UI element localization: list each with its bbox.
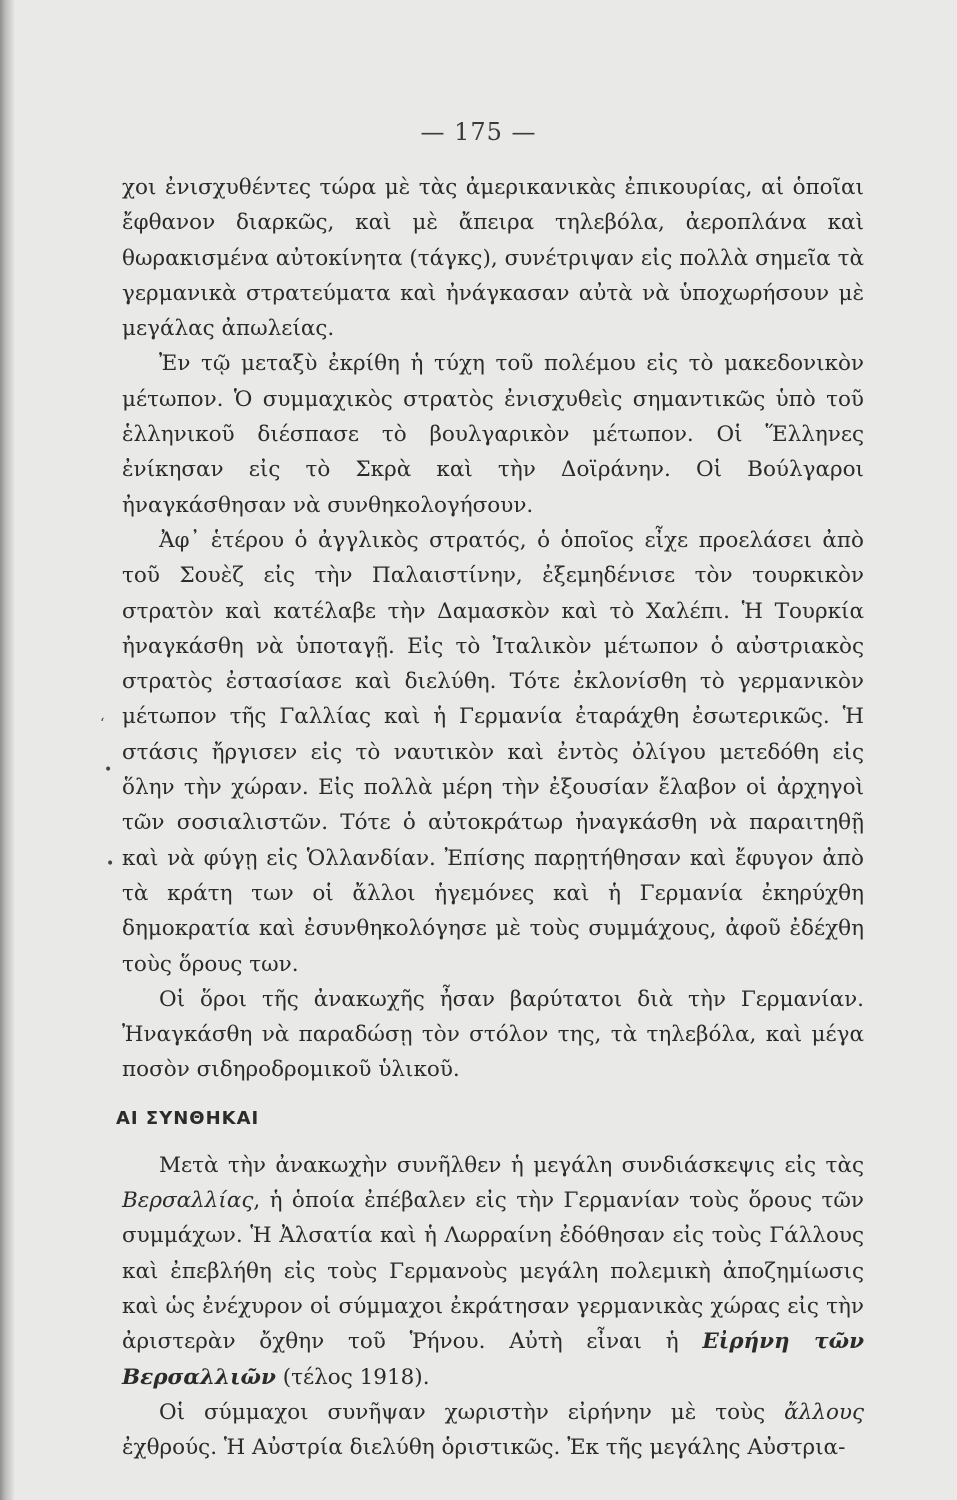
paragraph: χοι ἐνισχυθέντες τώρα μὲ τὰς ἀμερικανικὰς ἐπικουρίας, αἱ ὁποῖαι ἔφθανον διαρκῶς, καὶ μὲ ἄπειρα τηλεβόλα, ἀεροπλάνα καὶ θωρακισμένα αὐτοκίνητα (τάγκς), συνέτριψαν εἰς πολλὰ σημεῖα τὰ γερμανικὰ στρατεύματα καὶ ἠνάγκασαν αὐτὰ νὰ ὑποχωρήσουν μὲ μεγάλας ἀπωλείας. [122,175,864,342]
margin-mark: • [104,762,113,778]
margin-mark: • [106,856,115,872]
page-number: — 175 — [420,118,537,146]
emphasized-word: ἄλλους [784,1399,864,1425]
paragraph: Ἀφ᾽ ἑτέρου ὁ ἀγγλικὸς στρατός, ὁ ὁποῖος εἶχε προελάσει ἀπὸ τοῦ Σουὲζ εἰς τὴν Παλαιστίνην, ἐξεμηδένισε τὸν τουρκικὸν στρατὸν καὶ κατέλαβε τὴν Δαμασκὸν καὶ τὸ Χαλέπι. Ἡ Τουρκία ἠναγκάσθη νὰ ὑποταγῇ. Εἰς τὸ Ἰταλικὸν μέτωπον ὁ αὐστριακὸς στρατὸς ἐστασίασε καὶ διελύθη. Τότε ἐκλονίσθη τὸ γερμανικὸν μέτωπον τῆς Γαλλίας καὶ ἡ Γερμανία ἐταράχθη ἐσωτερικῶς. Ἡ στάσις ἤργισεν εἰς τὸ ναυτικὸν καὶ ἐντὸς ὀλίγου μετεδόθη εἰς ὅλην τὴν χώραν. Εἰς πολλὰ μέρη τὴν ἐξουσίαν ἔλαβον οἱ ἀρχηγοὶ τῶν σοσιαλιστῶν. Τότε ὁ αὐτοκράτωρ ἠναγκάσθη νὰ παραιτηθῇ καὶ νὰ φύγῃ εἰς Ὁλλανδίαν. Ἐπίσης παρῃτήθησαν καὶ ἔφυγον ἀπὸ τὰ κράτη των οἱ ἄλλοι ἡγεμόνες καὶ ἡ Γερμανία ἐκηρύχθη δημοκρατία καὶ ἐσυνθηκολόγησε μὲ τοὺς συμμάχους, ἀφοῦ ἐδέχθη τοὺς ὅρους των. [122,527,864,977]
section-heading: ΑΙ ΣΥΝΘΗΚΑΙ [116,1107,260,1129]
paragraph-text: ἐχθρούς. Ἡ Αὐστρία διελύθη ὁριστικῶς. Ἐκ τῆς μεγάλης Αὐστρια- [122,1435,846,1461]
paragraph-text: Οἱ σύμμαχοι συνῆψαν χωριστὴν εἰρήνην μὲ τοὺς [159,1399,785,1425]
paragraph: Ἐν τῷ μεταξὺ ἐκρίθη ἡ τύχη τοῦ πολέμου εἰς τὸ μακεδονικὸν μέτωπον. Ὁ συμμαχικὸς στρατὸς ἐνισχυθεὶς σημαντικῶς ὑπὸ τοῦ ἑλληνικοῦ διέσπασε τὸ βουλγαρικὸν μέτωπον. Οἱ Ἕλληνες ἐνίκησαν εἰς τὸ Σκρὰ καὶ τὴν Δοϊράνην. Οἱ Βούλγαροι ἠναγκάσθησαν νὰ συνθηκολογήσουν. [122,351,864,518]
emphasized-place-name: Βερσαλλίας [122,1188,254,1214]
page-left-edge [0,0,14,1500]
paragraph [122,1148,864,1395]
margin-mark: ʻ [100,716,105,732]
body-text [116,170,864,1465]
emphasized-treaty-name: Εἰρήνη τῶν Βερσαλλιῶν [122,1329,864,1390]
paragraph-text: , ἡ ὁποία ἐπέβαλεν εἰς τὴν Γερμανίαν τοὺς ὅρους τῶν συμμάχων. Ἡ Ἀλσατία καὶ ἡ Λωρραίνη ἐδόθησαν εἰς τοὺς Γάλλους καὶ ἐπεβλήθη εἰς τοὺς Γερμανοὺς μεγάλη πολεμικὴ ἀποζημίωσις καὶ ὡς ἐνέχυρον οἱ σύμμαχοι ἐκράτησαν γερμανικὰς χώρας εἰς τὴν ἀριστερὰν ὄχθην τοῦ Ῥήνου. Αὐτὴ εἶναι ἡ [122,1188,864,1355]
paragraph-text: Μετὰ τὴν ἀνακωχὴν συνῆλθεν ἡ μεγάλη συνδιάσκεψις εἰς τὰς [159,1152,864,1178]
paragraph: Οἱ ὅροι τῆς ἀνακωχῆς ἦσαν βαρύτατοι διὰ τὴν Γερμανίαν. Ἠναγκάσθη νὰ παραδώσῃ τὸν στόλον της, τὰ τηλεβόλα, καὶ μέγα ποσὸν σιδηροδρομικοῦ ὑλικοῦ. [122,986,864,1083]
paragraph-text: (τέλος 1918). [275,1364,430,1390]
paragraph [122,1395,864,1466]
